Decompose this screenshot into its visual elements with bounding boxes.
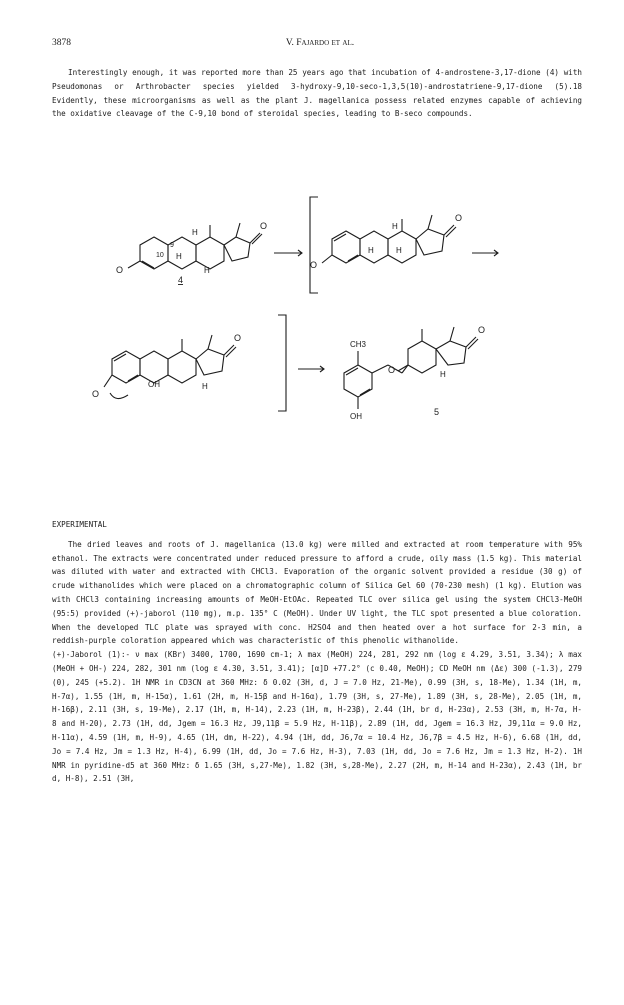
label-h: H xyxy=(176,252,182,261)
reaction-scheme xyxy=(52,165,582,430)
compound-5-label: 5 xyxy=(434,407,440,417)
label-h: H xyxy=(396,246,402,255)
page-number: 3878 xyxy=(52,38,71,48)
running-header-authors: V. Fajardo et al. xyxy=(285,38,355,48)
intermediate-2-structure xyxy=(92,333,241,399)
experimental-section xyxy=(52,518,582,786)
intro-paragraph: Interestingly enough, it was reported more than 25 years ago that incubation of 4-androstene-3,17-dione (4) with Pseudomonas or Arthrobacter species yielded 3-hydroxy-9,10-seco-1,3,5(10)-androstatriene-9,17-dione (5).18 Evidently, these microorganisms as well as the plant J. magellanica possess related enzymes capable of achieving the oxidative cleavage of the C-9,10 bond of steroidal species, leading to B-seco compounds. xyxy=(52,68,582,119)
experimental-heading: EXPERIMENTAL xyxy=(52,520,107,529)
label-o: O xyxy=(388,365,396,375)
label-o: O xyxy=(260,221,268,231)
bracket-left xyxy=(310,197,318,293)
label-h: H xyxy=(204,266,210,275)
jaborol-data-paragraph: (+)-Jaborol (1):- ν max (KBr) 3400, 1700, 1690 cm-1; λ max (MeOH) 224, 281, 292 nm (log ε 4.29, 3.51, 3.34); λ max (MeOH + OH-) 224, 282, 301 nm (log ε 4.30, 3.51, 3.41); [α]D +77.2° (c 0.40, MeOH); CD MeOH nm (Δε) 300 (-1.3), 279 (0), 245 (+5.2). 1H NMR in CD3CN at 360 MHz: δ 0.02 (3H, d, J = 7.0 Hz, 21-Me), 0.99 (3H, s, 18-Me), 1.34 (1H, m, H-7α), 1.55 (1H, m, H-15α), 1.61 (2H, m, H-15β and H-16α), 1.79 (3H, s, 27-Me), 1.89 (3H, s, 28-Me), 2.05 (1H, m, H-16β), 2.11 (3H, s, 19-Me), 2.17 (1H, m, H-14), 2.23 (1H, m, H-23β), 2.44 (1H, br d, H-23α), 2.53 (3H, m, H-7α, H-8 and H-20), 2.73 (1H, dd, Jgem = 16.3 Hz, J9,11β = 5.9 Hz, H-11β), 2.89 (1H, dd, Jgem = 16.3 Hz, J9,11α = 9.0 Hz, H-11α), 4.59 (1H, m, H-9), 4.65 (1H, dm, H-22), 4.94 (1H, dd, J6,7α = 10.4 Hz, J6,7β = 4.5 Hz, H-6), 6.68 (1H, dd, Jo = 7.4 Hz, Jm = 1.3 Hz, H-4), 6.99 (1H, dd, Jo = 7.6 Hz, H-3), 7.03 (1H, dd, Jo = 7.6 Hz, Jm = 1.3 Hz, H-2). 1H NMR in pyridine-d5 at 360 MHz: δ 1.65 (3H, s,27-Me), 1.82 (3H, s,28-Me), 2.27 (2H, m, H-14 and H-23α), 2.43 (1H, br d, H-8), 2.51 (3H, xyxy=(52,650,582,784)
label-o: O xyxy=(92,389,100,399)
label-o: O xyxy=(234,333,242,343)
label-oh: OH xyxy=(350,412,362,421)
label-o: O xyxy=(455,213,463,223)
label-c9: 9 xyxy=(170,242,174,249)
label-h: H xyxy=(392,222,398,231)
intro-section xyxy=(52,66,582,121)
label-h: H xyxy=(192,228,198,237)
compound-4-label: 4 xyxy=(178,275,184,285)
label-oh: OH xyxy=(148,380,160,389)
compound-5-structure xyxy=(344,325,485,421)
label-h: H xyxy=(440,370,446,379)
label-ch3: CH3 xyxy=(350,340,367,349)
label-h: H xyxy=(202,382,208,391)
label-o: O xyxy=(310,260,318,270)
label-o: O xyxy=(116,265,124,275)
compound-4-structure xyxy=(116,221,267,285)
experimental-paragraph: The dried leaves and roots of J. magellanica (13.0 kg) were milled and extracted at room temperature with 95% ethanol. The extracts were concentrated under reduced pressure to afford a crude, oily mass (1.5 kg). This material was diluted with water and extracted with CHCl3. Evaporation of the organic solvent provided a residue (30 g) of crude withanolides which were placed on a chromatographic column of Silica Gel 60 (70-230 mesh) (1 kg). Elution was with CHCl3 containing increasing amounts of MeOH-EtOAc. Repeated TLC over silica gel using the system CHCl3-MeOH (95:5) provided (+)-jaborol (110 mg), m.p. 135° C (MeOH). Under UV light, the TLC spot presented a blue coloration. When the developed TLC plate was sprayed with conc. H2SO4 and then heated over a hot surface for 2-3 min, a reddish-purple coloration appeared which was characteristic of this phenolic withanolide. xyxy=(52,539,582,646)
label-o: O xyxy=(478,325,486,335)
label-h: H xyxy=(368,246,374,255)
intermediate-1-structure xyxy=(310,213,462,270)
bracket-right xyxy=(278,315,286,411)
label-c10: 10 xyxy=(156,252,164,259)
